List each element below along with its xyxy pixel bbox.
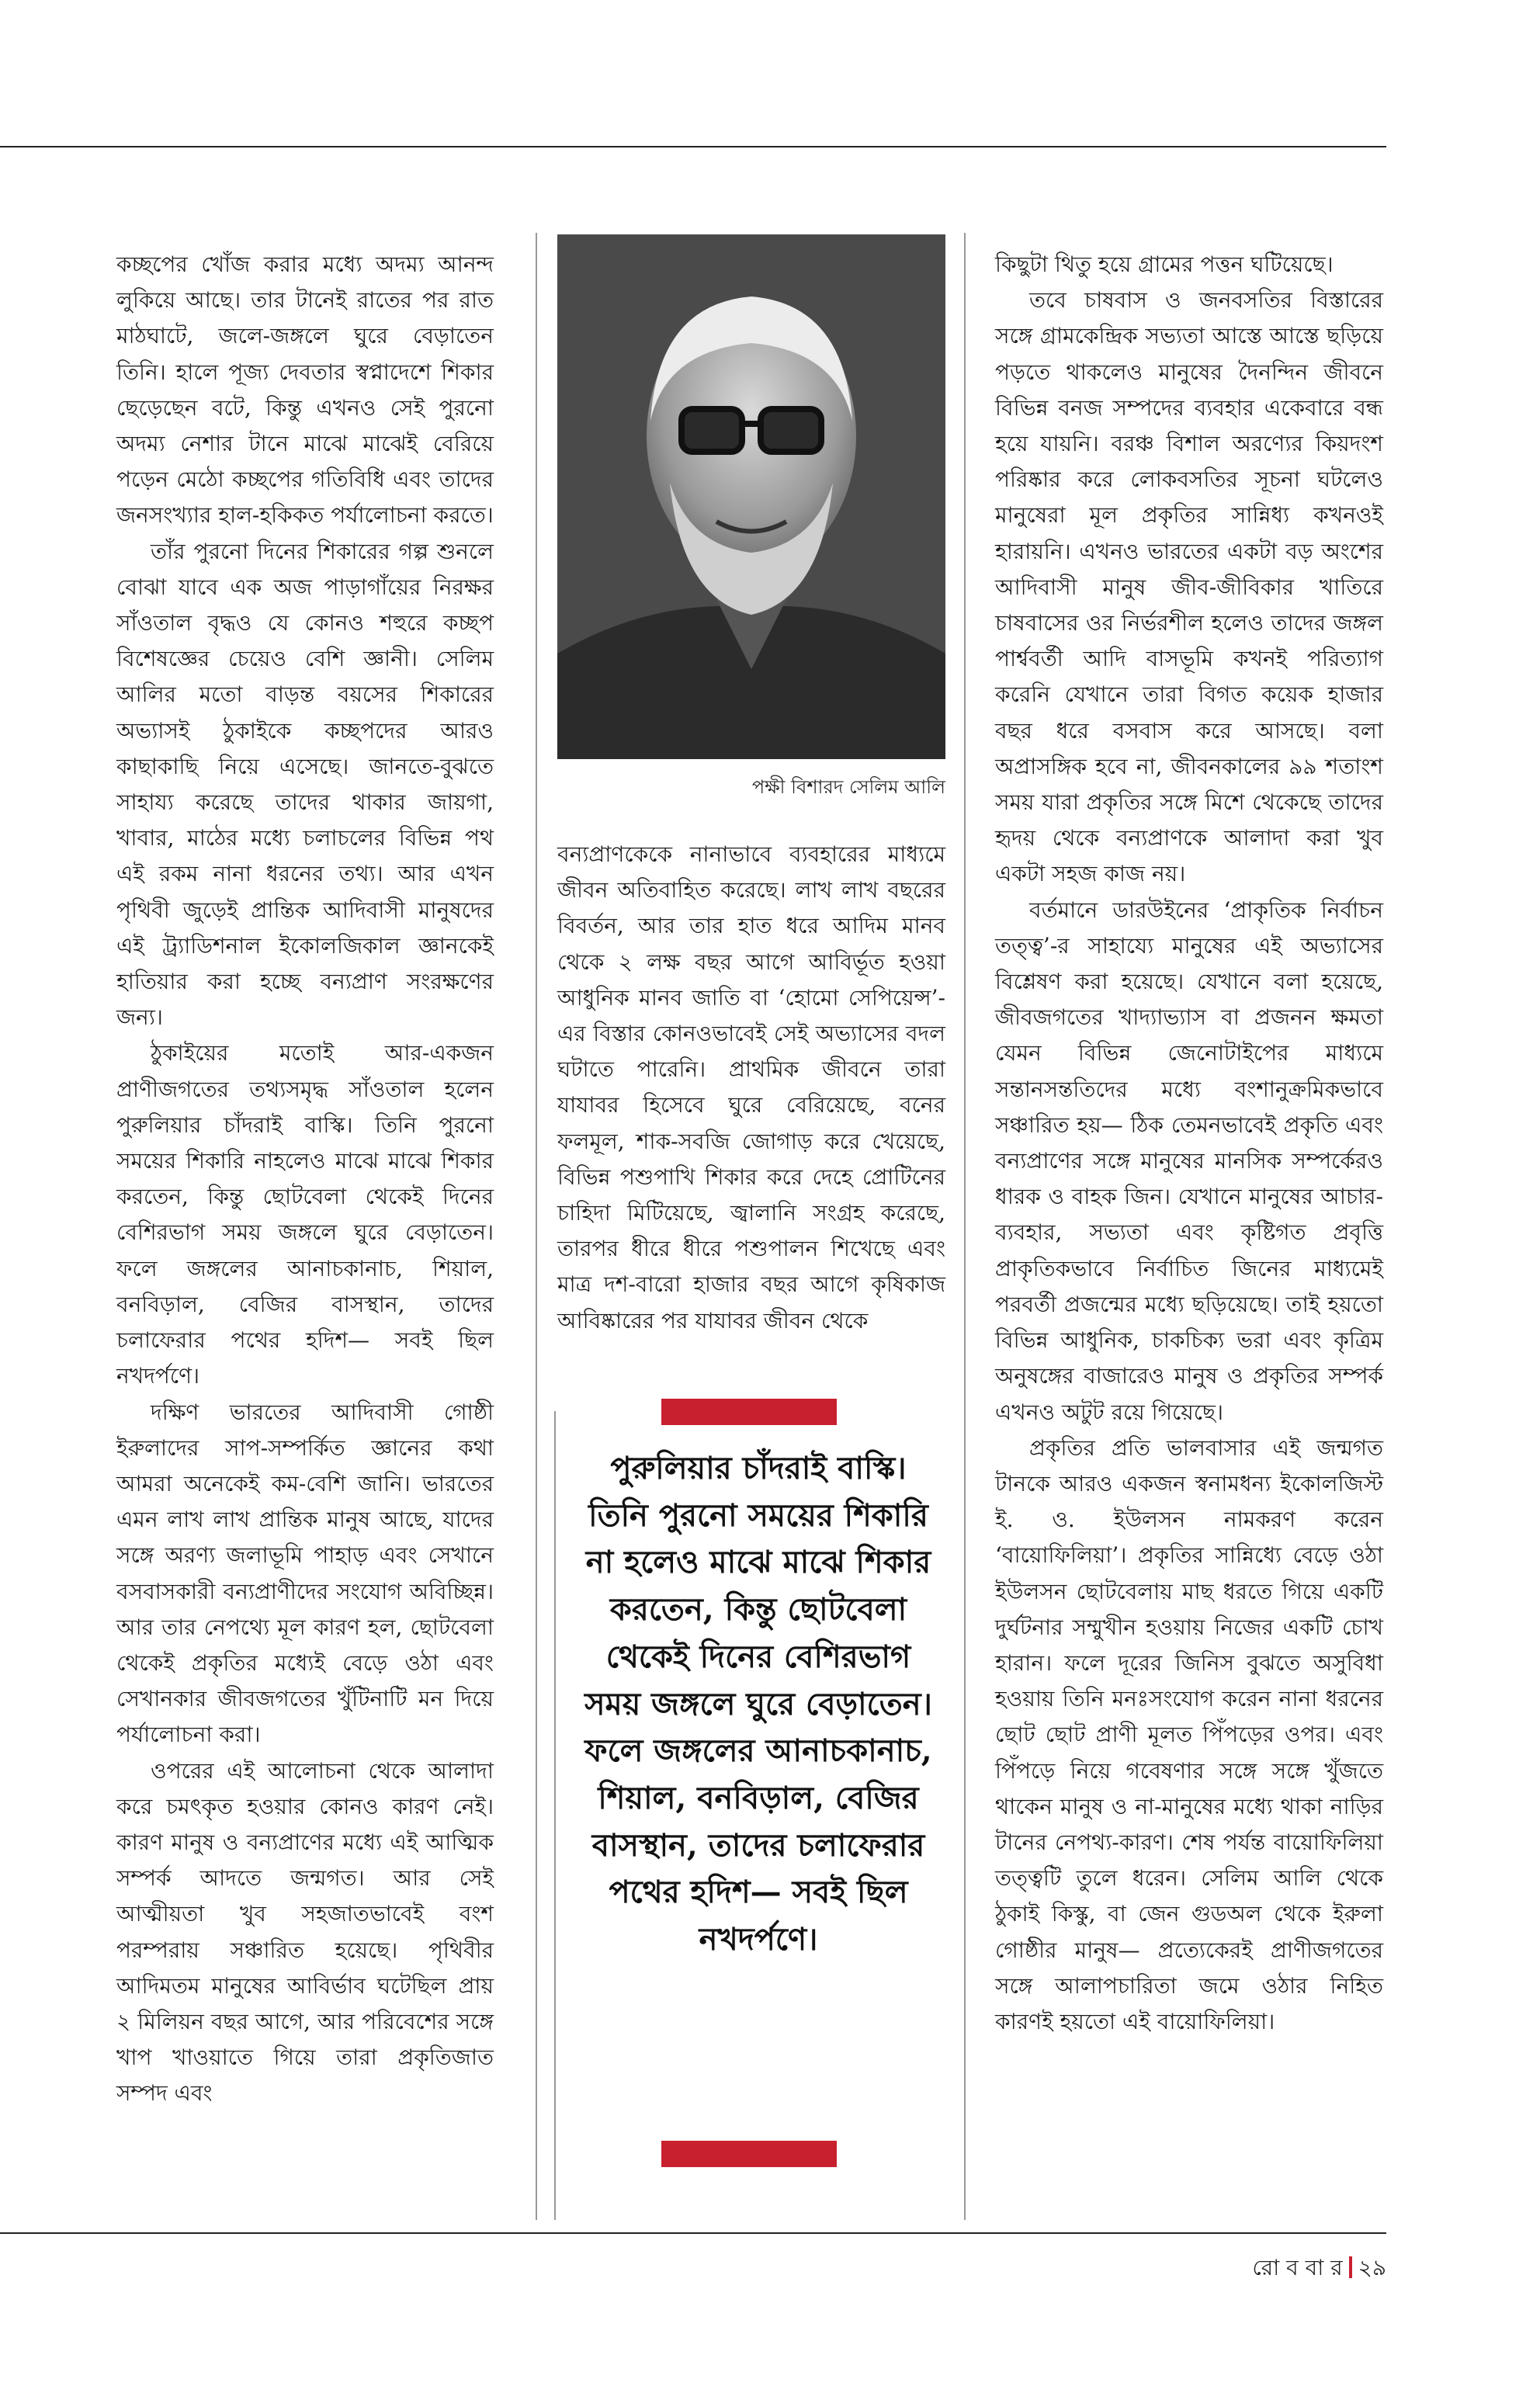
- magazine-name: রো ব বা র: [1252, 2255, 1343, 2280]
- pullquote-border: [554, 1411, 556, 2220]
- portrait-illustration: [557, 234, 945, 759]
- col3-paragraph-1: কিছুটা থিতু হয়ে গ্রামের পত্তন ঘটিয়েছে।: [995, 251, 1334, 277]
- col1-paragraph-5: ওপরের এই আলোচনা থেকে আলাদা করে চমৎকৃত হওয়ার কোনও কারণ নেই। কারণ মানুষ ও বন্যপ্রাণের মধ্যে এই আত্মিক সম্পর্ক আদতে জন্মগত। আর সেই আত্মীয়তা খুব সহজাতভাবেই বংশ পরম্পরায় সঞ্চারিত হয়েছে। পৃথিবীর আদিমতম মানুষের আবির্ভাব ঘটেছিল প্রায় ২ মিলিয়ন বছর আগে, আর পরিবেশের সঙ্গে খাপ খাওয়াতে গিয়ে তারা প্রকৃতিজাত সম্পদ এবং: [116, 1757, 494, 2107]
- portrait-photo: [557, 234, 945, 759]
- column-3: [995, 247, 1383, 2040]
- col3-paragraph-2: তবে চাষবাস ও জনবসতির বিস্তারের সঙ্গে গ্রামকেন্দ্রিক সভ্যতা আস্তে আস্তে ছড়িয়ে পড়তে থাকলেও মানুষের দৈনন্দিন জীবনে বিভিন্ন বনজ সম্পদের ব্যবহার একেবারে বন্ধ হয়ে যায়নি। বরঞ্চ বিশাল অরণ্যের কিয়দংশ পরিষ্কার করে লোকবসতির সূচনা ঘটলেও মানুষেরা মূল প্রকৃতির সান্নিধ্য কখনওই হারায়নি। এখনও ভারতের একটা বড় অংশের আদিবাসী মানুষ জীব-জীবিকার খাতিরে চাষবাসের ওর নির্ভরশীল হলেও তাদের জঙ্গল পার্শ্ববর্তী আদি বাসভূমি কখনই পরিত্যাগ করেনি যেখানে তারা বিগত কয়েক হাজার বছর ধরে বসবাস করে আসছে। বলা অপ্রাসঙ্গিক হবে না, জীবনকালের ৯৯ শতাংশ সময় যারা প্রকৃতির সঙ্গে মিশে থেকেছে তাদের হৃদয় থেকে বন্যপ্রাণকে আলাদা করা খুব একটা সহজ কাজ নয়।: [995, 287, 1383, 887]
- page-footer: [1252, 2251, 1386, 2287]
- pull-quote: [581, 1445, 936, 1964]
- column-divider-2: [964, 233, 966, 2220]
- top-rule: [0, 146, 1386, 147]
- col1-paragraph-4: দক্ষিণ ভারতের আদিবাসী গোষ্ঠী ইরুলাদের সাপ-সম্পর্কিত জ্ঞানের কথা আমরা অনেকেই কম-বেশি জানি। ভারতের এমন লাখ লাখ প্রান্তিক মানুষ আছে, যাদের সঙ্গে অরণ্য জলাভূমি পাহাড় এবং সেখানে বসবাসকারী বন্যপ্রাণীদের সংযোগ অবিচ্ছিন্ন। আর তার নেপথ্যে মূল কারণ হল, ছোটবেলা থেকেই প্রকৃতির মধ্যেই বেড়ে ওঠা এবং সেখানকার জীবজগতের খুঁটিনাটি মন দিয়ে পর্যালোচনা করা।: [116, 1399, 494, 1748]
- col1-paragraph-1: কচ্ছপের খোঁজ করার মধ্যে অদম্য আনন্দ লুকিয়ে আছে। তার টানেই রাতের পর রাত মাঠঘাটে, জলে-জঙ্গলে ঘুরে বেড়াতেন তিনি। হালে পূজ্য দেবতার স্বপ্নাদেশে শিকার ছেড়েছেন বটে, কিন্তু এখনও সেই পুরনো অদম্য নেশার টানে মাঝে মাঝেই বেরিয়ে পড়েন মেঠো কচ্ছপের গতিবিধি এবং তাদের জনসংখ্যার হাল-হকিকত পর্যালোচনা করতে।: [116, 251, 494, 529]
- page-number: ২৯: [1358, 2255, 1386, 2280]
- column-1: [116, 247, 494, 2112]
- col3-paragraph-4: প্রকৃতির প্রতি ভালবাসার এই জন্মগত টানকে আরও একজন স্বনামধন্য ইকোলজিস্ট ই. ও. ইউলসন নামকরণ করেন ‘বায়োফিলিয়া’। প্রকৃতির সান্নিধ্যে বেড়ে ওঠা ইউলসন ছোটবেলায় মাছ ধরতে গিয়ে একটি দুর্ঘটনার সম্মুখীন হওয়ায় নিজের একটি চোখ হারান। ফলে দূরের জিনিস বুঝতে অসুবিধা হওয়ায় তিনি মনঃসংযোগ করেন নানা ধরনের ছোট ছোট প্রাণী মূলত পিঁপড়ের ওপর। এবং পিঁপড়ে নিয়ে গবেষণার সঙ্গে সঙ্গে খুঁজতে থাকেন মানুষ ও না-মানুষের মধ্যে থাকা নাড়ির টানের নেপথ্য-কারণ। শেষ পর্যন্ত বায়োফিলিয়া তত্ত্বটি তুলে ধরেন। সেলিম আলি থেকে ঠুকাই কিস্কু, বা জেন গুডঅল থেকে ইরুলা গোষ্ঠীর মানুষ— প্রত্যেকেরই প্রাণীজগতের সঙ্গে আলাপচারিতা জমে ওঠার নিহিত কারণই হয়তো এই বায়োফিলিয়া।: [995, 1434, 1383, 2034]
- bottom-rule: [0, 2232, 1386, 2234]
- col1-paragraph-3: ঠুকাইয়ের মতোই আর-একজন প্রাণীজগতের তথ্যসমৃদ্ধ সাঁওতাল হলেন পুরুলিয়ার চাঁদরাই বাস্কি। তিনি পুরনো সময়ের শিকারি নাহলেও মাঝে মাঝে শিকার করতেন, কিন্তু ছোটবেলা থেকেই দিনের বেশিরভাগ সময় জঙ্গলে ঘুরে বেড়াতেন। ফলে জঙ্গলের আনাচকানাচ, শিয়াল, বনবিড়াল, বেজির বাসস্থান, তাদের চলাফেরার পথের হদিশ— সবই ছিল নখদর্পণে।: [116, 1040, 494, 1389]
- pull-quote-text: পুরুলিয়ার চাঁদরাই বাস্কি। তিনি পুরনো সময়ের শিকারি না হলেও মাঝে মাঝে শিকার করতেন, কিন্তু ছোটবেলা থেকেই দিনের বেশিরভাগ সময় জঙ্গলে ঘুরে বেড়াতেন। ফলে জঙ্গলের আনাচকানাচ, শিয়াল, বনবিড়াল, বেজির বাসস্থান, তাদের চলাফেরার পথের হদিশ— সবই ছিল নখদর্পণে।: [584, 1450, 932, 1958]
- photo-caption: পক্ষী বিশারদ সেলিম আলি: [751, 776, 945, 798]
- col1-paragraph-2: তাঁর পুরনো দিনের শিকারের গল্প শুনলে বোঝা যাবে এক অজ পাড়াগাঁয়ের নিরক্ষর সাঁওতাল বৃদ্ধও যে কোনও শহুরে কচ্ছপ বিশেষজ্ঞের চেয়েও বেশি জ্ঞানী। সেলিম আলির মতো বাড়ন্ত বয়সের শিকারের অভ্যাসই ঠুকাইকে কচ্ছপদের আরও কাছাকাছি নিয়ে এসেছে। জানতে-বুঝতে সাহায্য করেছে তাদের থাকার জায়গা, খাবার, মাঠের মধ্যে চলাচলের বিভিন্ন পথ এই রকম নানা ধরনের তথ্য। আর এখন পৃথিবী জুড়েই প্রান্তিক আদিবাসী মানুষদের এই ট্র্যাডিশনাল ইকোলজিকাল জ্ঞানকেই হাতিয়ার করা হচ্ছে বন্যপ্রাণ সংরক্ষণের জন্য।: [116, 538, 494, 1031]
- footer-separator: [1349, 2256, 1352, 2278]
- pullquote-top-bar: [661, 1399, 837, 1425]
- pullquote-bottom-bar: [661, 2141, 837, 2167]
- col2-paragraph-1: বন্যপ্রাণকেকে নানাভাবে ব্যবহারের মাধ্যমে জীবন অতিবাহিত করেছে। লাখ লাখ বছরের বিবর্তন, আর তার হাত ধরে আদিম মানব থেকে ২ লক্ষ বছর আগে আবির্ভূত হওয়া আধুনিক মানব জাতি বা ‘হোমো সেপিয়েন্স’-এর বিস্তার কোনওভাবেই সেই অভ্যাসের বদল ঘটাতে পারেনি। প্রাথমিক জীবনে তারা যাযাবর হিসেবে ঘুরে বেরিয়েছে, বনের ফলমূল, শাক-সবজি জোগাড় করে খেয়েছে, বিভিন্ন পশুপাখি শিকার করে দেহে প্রোটিনের চাহিদা মিটিয়েছে, জ্বালানি সংগ্রহ করেছে, তারপর ধীরে ধীরে পশুপালন শিখেছে এবং মাত্র দশ-বারো হাজার বছর আগে কৃষিকাজ আবিষ্কারের পর যাযাবর জীবন থেকে: [557, 841, 945, 1333]
- column-divider-1: [536, 233, 537, 2220]
- column-2: [557, 837, 945, 1339]
- col3-paragraph-3: বর্তমানে ডারউইনের ‘প্রাকৃতিক নির্বাচন তত্ত্ব’-র সাহায্যে মানুষের এই অভ্যাসের বিশ্লেষণ করা হয়েছে। যেখানে বলা হয়েছে, জীবজগতের খাদ্যাভ্যাস বা প্রজনন ক্ষমতা যেমন বিভিন্ন জেনোটাইপের মাধ্যমে সন্তানসন্ততিদের মধ্যে বংশানুক্রমিকভাবে সঞ্চারিত হয়— ঠিক তেমনভাবেই প্রকৃতি এবং বন্যপ্রাণের সঙ্গে মানুষের মানসিক সম্পর্কেরও ধারক ও বাহক জিন। যেখানে মানুষের আচার-ব্যবহার, সভ্যতা এবং কৃষ্টিগত প্রবৃত্তি প্রাকৃতিকভাবে নির্বাচিত জিনের মাধ্যমেই পরবর্তী প্রজন্মের মধ্যে ছড়িয়েছে। তাই হয়তো বিভিন্ন আধুনিক, চাকচিক্য ভরা এবং কৃত্রিম অনুষঙ্গের বাজারেও মানুষ ও প্রকৃতির সম্পর্ক এখনও অটুট রয়ে গিয়েছে।: [995, 897, 1383, 1425]
